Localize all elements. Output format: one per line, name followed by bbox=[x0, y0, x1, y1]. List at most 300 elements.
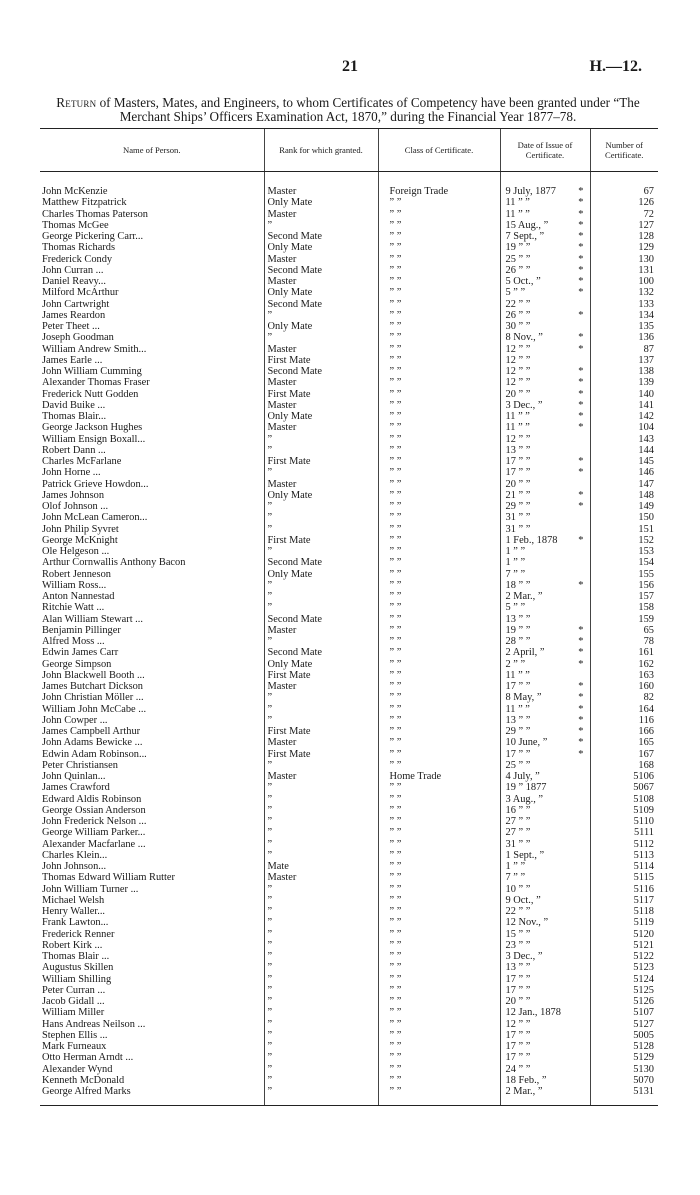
cell-number bbox=[590, 1064, 658, 1075]
cell-rank bbox=[264, 389, 378, 400]
cell-rank-text: ” bbox=[267, 579, 273, 591]
cell-name bbox=[40, 884, 264, 895]
cell-rank-text: Master bbox=[267, 624, 297, 636]
cell-class-text: ” ” bbox=[389, 861, 402, 872]
table-row bbox=[40, 242, 658, 253]
cell-rank-text: Master bbox=[267, 737, 297, 749]
cell-date-text: 16 ” ” bbox=[505, 804, 531, 816]
cell-class bbox=[378, 884, 500, 895]
table-row bbox=[40, 884, 658, 895]
cell-class-text: ” ” bbox=[389, 354, 402, 366]
cell-number-text: 5106 bbox=[633, 771, 654, 782]
table-row bbox=[40, 344, 658, 355]
cell-name-text: George Ossian Anderson bbox=[42, 804, 146, 816]
cell-date bbox=[500, 1041, 590, 1052]
cell-number-text: 130 bbox=[638, 253, 654, 265]
cell-number-text: 5110 bbox=[633, 816, 654, 827]
cell-rank bbox=[264, 659, 378, 670]
cell-rank-text: Master bbox=[267, 208, 297, 220]
title-text: of Masters, Mates, and Engineers, to whom Certificates of Competency have been granted under “The Merchant Ships’ Officers Examination Act, 1870,” during the Financial Year 1877–78. bbox=[96, 95, 640, 124]
cell-rank bbox=[264, 254, 378, 265]
cell-class-text: ” ” bbox=[389, 534, 402, 546]
cell-rank-text: ” bbox=[267, 939, 273, 951]
cell-class bbox=[378, 1064, 500, 1075]
cell-number bbox=[590, 737, 658, 748]
cell-number bbox=[590, 231, 658, 242]
cell-number-text: 154 bbox=[638, 557, 654, 569]
cell-class bbox=[378, 400, 500, 411]
cell-name-text: George Jackson Hughes bbox=[42, 422, 143, 434]
cell-name-text: John Curran ... bbox=[42, 264, 104, 276]
cell-name bbox=[40, 377, 264, 388]
cell-rank bbox=[264, 929, 378, 940]
table-row bbox=[40, 209, 658, 220]
cell-name-text: James Butchart Dickson bbox=[42, 681, 143, 692]
cell-rank-text: Master bbox=[267, 276, 297, 287]
cell-name-text: Thomas Blair ... bbox=[42, 951, 110, 962]
cell-name-text: Frederick Nutt Godden bbox=[42, 388, 139, 400]
cell-date-text: 7 ” ” bbox=[505, 568, 526, 580]
cell-class-text: ” ” bbox=[389, 467, 402, 479]
cell-name bbox=[40, 569, 264, 580]
cell-class bbox=[378, 569, 500, 580]
cell-class bbox=[378, 389, 500, 400]
table-row bbox=[40, 771, 658, 782]
cell-date-text: 3 Dec., ” bbox=[505, 951, 543, 962]
cell-class-text: ” ” bbox=[389, 692, 402, 704]
cell-name bbox=[40, 456, 264, 467]
cell-date-text: 20 ” ” bbox=[505, 478, 531, 490]
table-row bbox=[40, 906, 658, 917]
cell-class-text: ” ” bbox=[389, 613, 402, 625]
cell-class bbox=[378, 726, 500, 737]
cell-rank bbox=[264, 872, 378, 883]
cell-name-text: Robert Dann ... bbox=[42, 444, 106, 456]
cell-name-text: Edward Aldis Robinson bbox=[42, 793, 142, 805]
cell-rank-text: ” bbox=[267, 894, 273, 906]
cell-number-text: 167 bbox=[638, 748, 654, 760]
cell-number bbox=[590, 467, 658, 478]
cell-class bbox=[378, 310, 500, 321]
cell-class bbox=[378, 951, 500, 962]
cell-class-text: ” ” bbox=[389, 501, 402, 512]
cell-date bbox=[500, 569, 590, 580]
cell-date-text: 17 ” ” bbox=[505, 1052, 531, 1064]
cell-class bbox=[378, 186, 500, 197]
cell-rank bbox=[264, 692, 378, 703]
cell-number bbox=[590, 884, 658, 895]
cell-date-text: 17 ” ” bbox=[505, 456, 531, 467]
cell-date bbox=[500, 434, 590, 445]
cell-name-text: Charles McFarlane bbox=[42, 456, 122, 467]
col-header-rank: Rank for which granted. bbox=[264, 129, 378, 172]
cell-number bbox=[590, 287, 658, 298]
cell-class-text: ” ” bbox=[389, 343, 402, 355]
cell-class-text: ” ” bbox=[389, 287, 402, 299]
cell-number-text: 67 bbox=[643, 186, 654, 197]
cell-class bbox=[378, 872, 500, 883]
cell-name bbox=[40, 467, 264, 478]
cell-rank bbox=[264, 715, 378, 726]
cell-number-text: 135 bbox=[638, 321, 654, 332]
cell-rank bbox=[264, 1007, 378, 1018]
table-row bbox=[40, 737, 658, 748]
cell-number-text: 5124 bbox=[633, 973, 654, 985]
cell-name-text: Benjamin Pillinger bbox=[42, 624, 121, 636]
foreign-certificate-star: * bbox=[578, 737, 584, 749]
foreign-certificate-star: * bbox=[578, 276, 584, 287]
cell-number-text: 104 bbox=[638, 422, 654, 434]
cell-date-text: 1 Feb., 1878 bbox=[505, 534, 558, 546]
cell-date bbox=[500, 625, 590, 636]
cell-date-text: 8 May, ” bbox=[505, 692, 542, 704]
table-row bbox=[40, 704, 658, 715]
cell-name-text: James Earle ... bbox=[42, 354, 103, 366]
cell-rank bbox=[264, 726, 378, 737]
cell-name-text: Edwin Adam Robinson... bbox=[42, 748, 147, 760]
cell-date bbox=[500, 1052, 590, 1063]
cell-name-text: Jacob Gidall ... bbox=[42, 996, 105, 1007]
cell-date-text: 4 July, ” bbox=[505, 771, 540, 782]
cell-date-text: 20 ” ” bbox=[505, 996, 531, 1007]
cell-name bbox=[40, 625, 264, 636]
cell-number-text: 159 bbox=[638, 613, 654, 625]
cell-number bbox=[590, 242, 658, 253]
cell-number-text: 134 bbox=[638, 309, 654, 321]
table-row bbox=[40, 501, 658, 512]
cell-number-text: 139 bbox=[638, 377, 654, 389]
cell-class-text: ” ” bbox=[389, 568, 402, 580]
cell-rank bbox=[264, 344, 378, 355]
foreign-certificate-star: * bbox=[578, 208, 584, 220]
cell-name bbox=[40, 501, 264, 512]
cell-date bbox=[500, 839, 590, 850]
cell-class-text: ” ” bbox=[389, 647, 402, 659]
foreign-certificate-star: * bbox=[578, 726, 584, 737]
cell-class-text: ” ” bbox=[389, 422, 402, 434]
cell-date bbox=[500, 749, 590, 760]
table-row bbox=[40, 1019, 658, 1030]
cell-date bbox=[500, 332, 590, 343]
cell-class bbox=[378, 659, 500, 670]
cell-rank bbox=[264, 884, 378, 895]
table-row bbox=[40, 929, 658, 940]
cell-name-text: Milford McArthur bbox=[42, 287, 119, 299]
cell-rank bbox=[264, 512, 378, 523]
cell-number bbox=[590, 692, 658, 703]
cell-date bbox=[500, 951, 590, 962]
cell-number-text: 5117 bbox=[633, 894, 654, 906]
cell-number bbox=[590, 220, 658, 231]
cell-number-text: 72 bbox=[643, 208, 654, 220]
foreign-certificate-star: * bbox=[578, 714, 584, 726]
cell-class bbox=[378, 411, 500, 422]
cell-number-text: 65 bbox=[643, 624, 654, 636]
cell-date bbox=[500, 557, 590, 568]
cell-date-text: 19 ” 1877 bbox=[505, 782, 547, 794]
cell-date-text: 17 ” ” bbox=[505, 681, 531, 692]
cell-date bbox=[500, 670, 590, 681]
cell-class-text: ” ” bbox=[389, 838, 402, 850]
cell-number-text: 165 bbox=[638, 737, 654, 749]
cell-date-text: 26 ” ” bbox=[505, 309, 531, 321]
cell-number-text: 5131 bbox=[633, 1086, 654, 1097]
cell-name-text: Robert Kirk ... bbox=[42, 939, 103, 951]
title-lead: Return bbox=[56, 95, 97, 110]
cell-number-text: 155 bbox=[638, 568, 654, 580]
cell-rank-text: ” bbox=[267, 838, 273, 850]
cell-name-text: Anton Nannestad bbox=[42, 591, 115, 602]
cell-rank bbox=[264, 1086, 378, 1097]
cell-rank-text: Master bbox=[267, 478, 297, 490]
cell-name-text: David Buike ... bbox=[42, 399, 106, 411]
cell-number bbox=[590, 805, 658, 816]
cell-class-text: ” ” bbox=[389, 624, 402, 636]
cell-number bbox=[590, 951, 658, 962]
cell-date-text: 11 ” ” bbox=[505, 422, 530, 434]
cell-rank bbox=[264, 445, 378, 456]
cell-rank bbox=[264, 647, 378, 658]
cell-class-text: ” ” bbox=[389, 827, 402, 839]
cell-name-text: John William Turner ... bbox=[42, 883, 139, 895]
table-row bbox=[40, 1086, 658, 1097]
page-header bbox=[0, 58, 700, 78]
cell-name bbox=[40, 1030, 264, 1041]
cell-rank-text: ” bbox=[267, 546, 273, 557]
cell-number bbox=[590, 411, 658, 422]
cell-rank-text: ” bbox=[267, 1074, 273, 1086]
cell-date bbox=[500, 422, 590, 433]
cell-date bbox=[500, 906, 590, 917]
cell-class bbox=[378, 355, 500, 366]
cell-class-text: ” ” bbox=[389, 489, 402, 501]
cell-date bbox=[500, 321, 590, 332]
cell-rank-text: ” bbox=[267, 444, 273, 456]
cell-number-text: 87 bbox=[643, 343, 654, 355]
cell-rank bbox=[264, 456, 378, 467]
cell-date-text: 23 ” ” bbox=[505, 939, 531, 951]
foreign-certificate-star: * bbox=[578, 681, 584, 692]
cell-class bbox=[378, 434, 500, 445]
foreign-certificate-star: * bbox=[578, 186, 584, 197]
cell-class bbox=[378, 647, 500, 658]
cell-number-text: 5125 bbox=[633, 984, 654, 996]
cell-name-text: William Ross... bbox=[42, 579, 107, 591]
cell-class-text: ” ” bbox=[389, 444, 402, 456]
cell-date-text: 19 ” ” bbox=[505, 624, 531, 636]
cell-name bbox=[40, 535, 264, 546]
cell-class-text: ” ” bbox=[389, 928, 402, 940]
cell-rank bbox=[264, 996, 378, 1007]
table-row bbox=[40, 332, 658, 343]
cell-date-text: 15 ” ” bbox=[505, 928, 531, 940]
cell-class bbox=[378, 242, 500, 253]
cell-number-text: 160 bbox=[638, 681, 654, 692]
cell-name bbox=[40, 389, 264, 400]
cell-number-text: 153 bbox=[638, 546, 654, 557]
cell-number bbox=[590, 1086, 658, 1097]
cell-name-text: Charles Klein... bbox=[42, 849, 108, 861]
cell-rank bbox=[264, 501, 378, 512]
cell-number-text: 5109 bbox=[633, 804, 654, 816]
cell-rank bbox=[264, 681, 378, 692]
cell-date bbox=[500, 411, 590, 422]
table-row bbox=[40, 805, 658, 816]
cell-class-text: ” ” bbox=[389, 737, 402, 749]
cell-date bbox=[500, 602, 590, 613]
table-row bbox=[40, 467, 658, 478]
cell-date bbox=[500, 917, 590, 928]
cell-rank-text: ” bbox=[267, 996, 273, 1007]
cell-name-text: John McLean Cameron... bbox=[42, 512, 148, 524]
cell-class bbox=[378, 737, 500, 748]
cell-name bbox=[40, 614, 264, 625]
foreign-certificate-star: * bbox=[578, 647, 584, 659]
cell-class bbox=[378, 816, 500, 827]
cell-number-text: 5111 bbox=[633, 827, 654, 839]
cell-date-text: 7 Sept., ” bbox=[505, 231, 545, 242]
cell-rank bbox=[264, 861, 378, 872]
cell-name bbox=[40, 197, 264, 208]
foreign-certificate-star: * bbox=[578, 456, 584, 467]
cell-date bbox=[500, 265, 590, 276]
cell-date bbox=[500, 287, 590, 298]
cell-name-text: William Ensign Boxall... bbox=[42, 433, 146, 445]
cell-name bbox=[40, 231, 264, 242]
cell-name bbox=[40, 254, 264, 265]
cell-name-text: William Shilling bbox=[42, 973, 112, 985]
cell-name-text: Alexander Thomas Fraser bbox=[42, 377, 150, 389]
foreign-certificate-star: * bbox=[578, 534, 584, 546]
cell-number-text: 82 bbox=[643, 692, 654, 704]
foreign-certificate-star: * bbox=[578, 658, 584, 670]
cell-date bbox=[500, 715, 590, 726]
cell-name bbox=[40, 895, 264, 906]
cell-class bbox=[378, 501, 500, 512]
cell-name bbox=[40, 265, 264, 276]
cell-rank bbox=[264, 749, 378, 760]
cell-date bbox=[500, 737, 590, 748]
cell-number bbox=[590, 355, 658, 366]
cell-rank-text: ” bbox=[267, 591, 273, 602]
cell-date-text: 17 ” ” bbox=[505, 984, 531, 996]
cell-number bbox=[590, 569, 658, 580]
cell-class bbox=[378, 636, 500, 647]
cell-date-text: 10 June, ” bbox=[505, 737, 548, 749]
cell-number bbox=[590, 1052, 658, 1063]
cell-class bbox=[378, 445, 500, 456]
cell-name bbox=[40, 940, 264, 951]
cell-name-text: Matthew Fitzpatrick bbox=[42, 197, 127, 209]
cell-rank bbox=[264, 287, 378, 298]
cell-class bbox=[378, 962, 500, 973]
table-row bbox=[40, 220, 658, 231]
foreign-certificate-star: * bbox=[578, 703, 584, 715]
cell-number bbox=[590, 377, 658, 388]
cell-class bbox=[378, 1052, 500, 1063]
cell-date-text: 9 July, 1877 bbox=[505, 186, 556, 197]
cell-class-text: ” ” bbox=[389, 894, 402, 906]
cell-date-text: 30 ” ” bbox=[505, 321, 531, 332]
cell-name bbox=[40, 917, 264, 928]
cell-name bbox=[40, 524, 264, 535]
cell-name bbox=[40, 299, 264, 310]
cell-name bbox=[40, 659, 264, 670]
cell-number bbox=[590, 816, 658, 827]
cell-number bbox=[590, 422, 658, 433]
cell-date-text: 12 ” ” bbox=[505, 1018, 531, 1030]
cell-name-text: Alfred Moss ... bbox=[42, 636, 105, 647]
cell-class-text: ” ” bbox=[389, 714, 402, 726]
cell-number-text: 137 bbox=[638, 354, 654, 366]
cell-date bbox=[500, 659, 590, 670]
cell-number bbox=[590, 861, 658, 872]
cell-rank-text: First Mate bbox=[267, 669, 311, 681]
cell-number-text: 141 bbox=[638, 399, 654, 411]
cell-rank bbox=[264, 827, 378, 838]
cell-number bbox=[590, 434, 658, 445]
cell-class bbox=[378, 996, 500, 1007]
cell-number-text: 145 bbox=[638, 456, 654, 467]
foreign-certificate-star: * bbox=[578, 388, 584, 400]
cell-name bbox=[40, 1019, 264, 1030]
cell-name-text: James Crawford bbox=[42, 782, 110, 794]
cell-class-text: ” ” bbox=[389, 579, 402, 591]
cell-date bbox=[500, 782, 590, 793]
cell-date-text: 11 ” ” bbox=[505, 703, 530, 715]
return-title bbox=[40, 96, 656, 124]
cell-name-text: George Pickering Carr... bbox=[42, 231, 144, 242]
cell-class-text: ” ” bbox=[389, 366, 402, 377]
cell-rank bbox=[264, 917, 378, 928]
table-row bbox=[40, 434, 658, 445]
cell-date bbox=[500, 692, 590, 703]
cell-class bbox=[378, 456, 500, 467]
cell-class bbox=[378, 839, 500, 850]
cell-class bbox=[378, 1086, 500, 1097]
cell-name bbox=[40, 839, 264, 850]
table-row bbox=[40, 1075, 658, 1086]
cell-class bbox=[378, 895, 500, 906]
table-row bbox=[40, 580, 658, 591]
cell-rank-text: ” bbox=[267, 973, 273, 985]
cell-class bbox=[378, 535, 500, 546]
cell-number-text: 138 bbox=[638, 366, 654, 377]
cell-date bbox=[500, 929, 590, 940]
cell-class bbox=[378, 681, 500, 692]
col-header-date: Date of Issue of Certificate. bbox=[500, 129, 590, 172]
cell-rank-text: ” bbox=[267, 467, 273, 479]
cell-date-text: 12 ” ” bbox=[505, 354, 531, 366]
cell-date bbox=[500, 467, 590, 478]
cell-name bbox=[40, 602, 264, 613]
cell-class-text: ” ” bbox=[389, 264, 402, 276]
cell-number-text: 5128 bbox=[633, 1041, 654, 1052]
cell-date-text: 2 Mar., ” bbox=[505, 1086, 543, 1097]
cell-date bbox=[500, 861, 590, 872]
cell-date-text: 18 Feb., ” bbox=[505, 1074, 547, 1086]
cell-date-text: 11 ” ” bbox=[505, 669, 530, 681]
table-row bbox=[40, 895, 658, 906]
cell-date bbox=[500, 636, 590, 647]
cell-class bbox=[378, 479, 500, 490]
cell-name bbox=[40, 490, 264, 501]
cell-number-text: 162 bbox=[638, 658, 654, 670]
cell-class bbox=[378, 805, 500, 816]
cell-rank bbox=[264, 794, 378, 805]
cell-number bbox=[590, 906, 658, 917]
cell-date-text: 12 Jan., 1878 bbox=[505, 1007, 561, 1019]
